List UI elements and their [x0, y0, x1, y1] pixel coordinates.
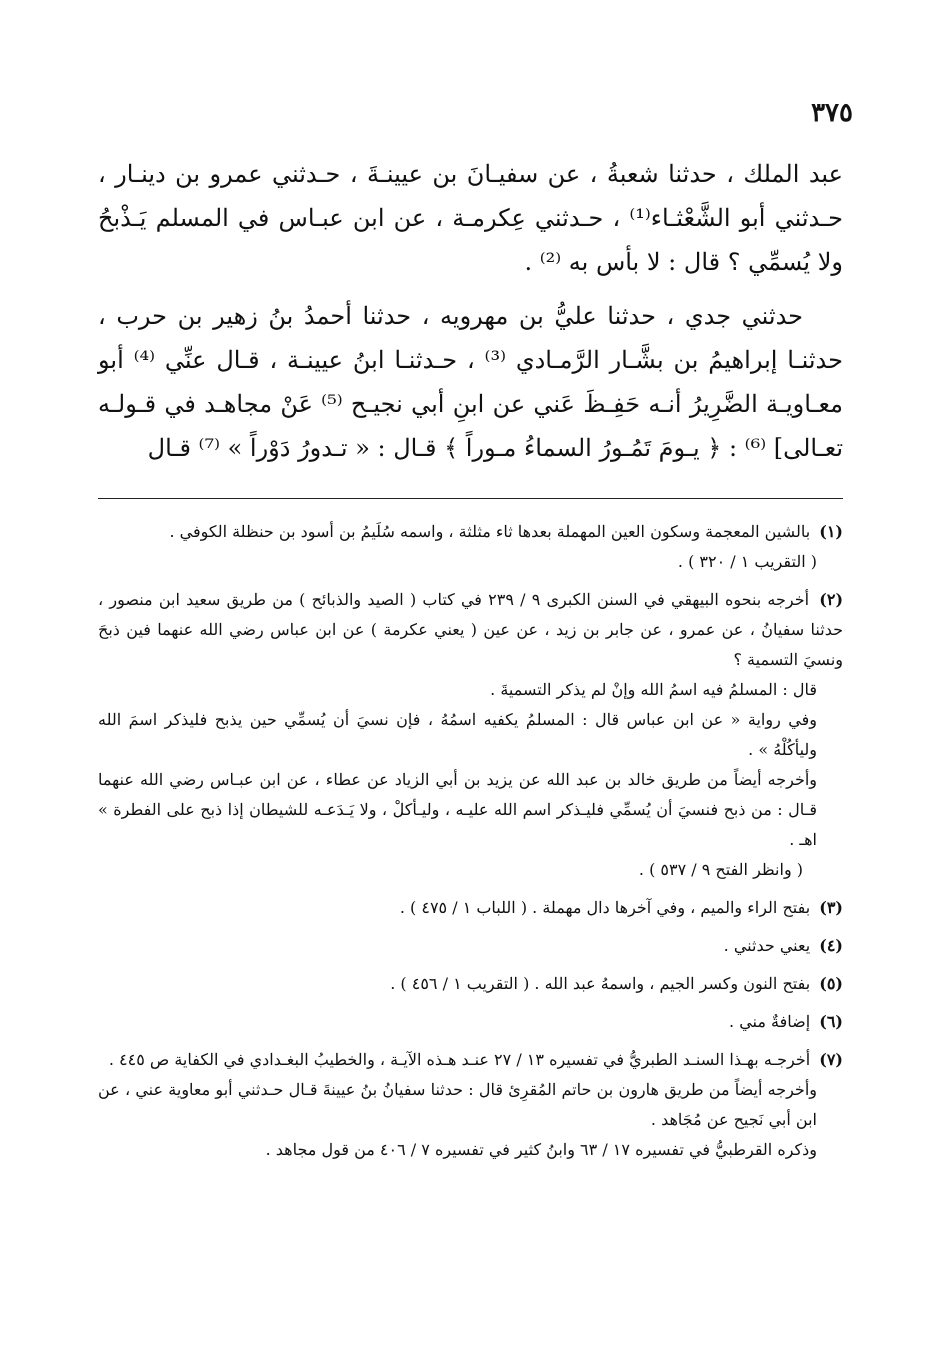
- footnote-text: ( وانظر الفتح ٩ / ٥٣٧ ) .: [638, 860, 803, 879]
- footnote-text: بفتح الراء والميم ، وفي آخرها دال مهملة . ( اللباب ١ / ٤٧٥ ) .: [399, 898, 811, 917]
- footnote-text: بالشين المعجمة وسكون العين المهملة بعدها ثاء مثلثة ، واسمه سُلَيمُ بن أسود بن حنظلة الكوفي .: [169, 522, 811, 541]
- footnote-separator: [98, 498, 843, 499]
- footnote-2: [98, 585, 843, 885]
- main-text: [98, 152, 843, 470]
- main-paragraph: حدثني جدي ، حدثنا عليُّ بن مهرويه ، حدثنا أحمدُ بنُ زهير بن حرب ، حدثنـا إبراهيمُ بن بشَّـار الرَّمـادي ⁽³⁾ ، حـدثنـا ابنُ عيينـة ، قـال عنِّي ⁽⁴⁾ أبو معـاويـة الضَّرِيرُ أنـه حَفِـظَ عَني عن ابنِ أبي نجيـح ⁽⁵⁾ عَنْ مجاهـد في قـولـه تعـالى] ⁽⁶⁾ : ﴿ يـومَ تَمُـورُ السماءُ مـوراً ﴾ قـال : « تـدورُ دَوْراً » ⁽⁷⁾ قـال: [98, 302, 843, 462]
- footnote-number: (٣): [819, 898, 843, 917]
- footnote-3: [98, 893, 843, 923]
- footnote-text: أخرجه بنحوه البيهقي في السنن الكبرى ٩ / ٢٣٩ في كتاب ( الصيد والذبائح ) من طريق سعيد ابن منصور ، حدثنا سفيانُ ، عن عمرو ، عن جابر بن زيد ، عن عين ( يعني عكرمة ) عن ابن عباس رضي الله عنهما فين ذبحَ ونسيَ التسمية ؟: [98, 590, 843, 669]
- footnote-text: قال : المسلمُ فيه اسمُ الله وإنْ لم يذكر التسميةَ .: [490, 680, 817, 699]
- footnote-number: (٦): [819, 1012, 843, 1031]
- footnote-5: [98, 969, 843, 999]
- footnote-4: [98, 931, 843, 961]
- footnote-text: وأخرجه أيضاً من طريق خالد بن عبد الله عن يزيد بن أبي الزياد عن عطاء ، عن ابن عبـاس رضي الله عنهما قـال : من ذبح فنسيَ أن يُسمِّي فليـذكر اسم الله عليـه ، وليـأكلْ ، ولا يَـدَعـه للشيطان إذا ذبح على الفطرة » اهـ .: [98, 770, 818, 849]
- footnote-text: بفتح النون وكسر الجيم ، واسمهُ عبد الله . ( التقريب ١ / ٤٥٦ ) .: [390, 974, 811, 993]
- footnote-7: [98, 1045, 843, 1165]
- footnote-1: [98, 517, 843, 577]
- footnote-number: (٤): [819, 936, 843, 955]
- footnote-text: إضافةٌ مني .: [729, 1012, 811, 1031]
- footnote-number: (٥): [819, 974, 843, 993]
- footnote-number: (١): [819, 522, 843, 541]
- footnote-text: ( التقريب ١ / ٣٢٠ ) .: [677, 552, 817, 571]
- footnote-6: [98, 1007, 843, 1037]
- footnote-text: وذكره القرطبيُّ في تفسيره ١٧ / ٦٣ وابنُ كثير في تفسيره ٧ / ٤٠٦ من قول مجاهد .: [265, 1140, 817, 1159]
- footnote-number: (٢): [819, 590, 844, 609]
- page-number: ٣٧٥: [811, 98, 853, 128]
- footnotes: [98, 517, 843, 1173]
- footnote-text: يعني حدثني .: [723, 936, 811, 955]
- footnote-text: وفي رواية « عن ابن عباس قال : المسلمُ يكفيه اسمُهُ ، فإن نسيَ أن يُسمِّي حين يذبح فليذكر اسمَ الله وليأكُلْهُ » .: [98, 710, 817, 759]
- footnote-text: أخرجـه بهـذا السنـد الطبريُّ في تفسيره ١٣ / ٢٧ عنـد هـذه الآيـة ، والخطيبُ البغـدادي في الكفاية ص ٤٤٥ .: [108, 1050, 811, 1069]
- footnote-text: وأخرجه أيضاً من طريق هارون بن حاتم المُقرِئ قال : حدثنا سفيانُ بنُ عيينةَ قـال حـدثني أبو معاوية عني ، عن ابن أبي نَجيح عن مُجَاهد .: [98, 1080, 817, 1129]
- main-paragraph: عبد الملك ، حدثنا شعبةُ ، عن سفيـانَ بن عيينـةَ ، حـدثني عمرو بن دينـار ، حـدثني أبو الشَّعْثـاء⁽¹⁾ ، حـدثني عِكرمـة ، عن ابن عبـاس في المسلم يَـذْبحُ ولا يُسمِّي ؟ قال : لا بأس به ⁽²⁾ .: [98, 160, 843, 276]
- footnote-number: (٧): [819, 1050, 843, 1069]
